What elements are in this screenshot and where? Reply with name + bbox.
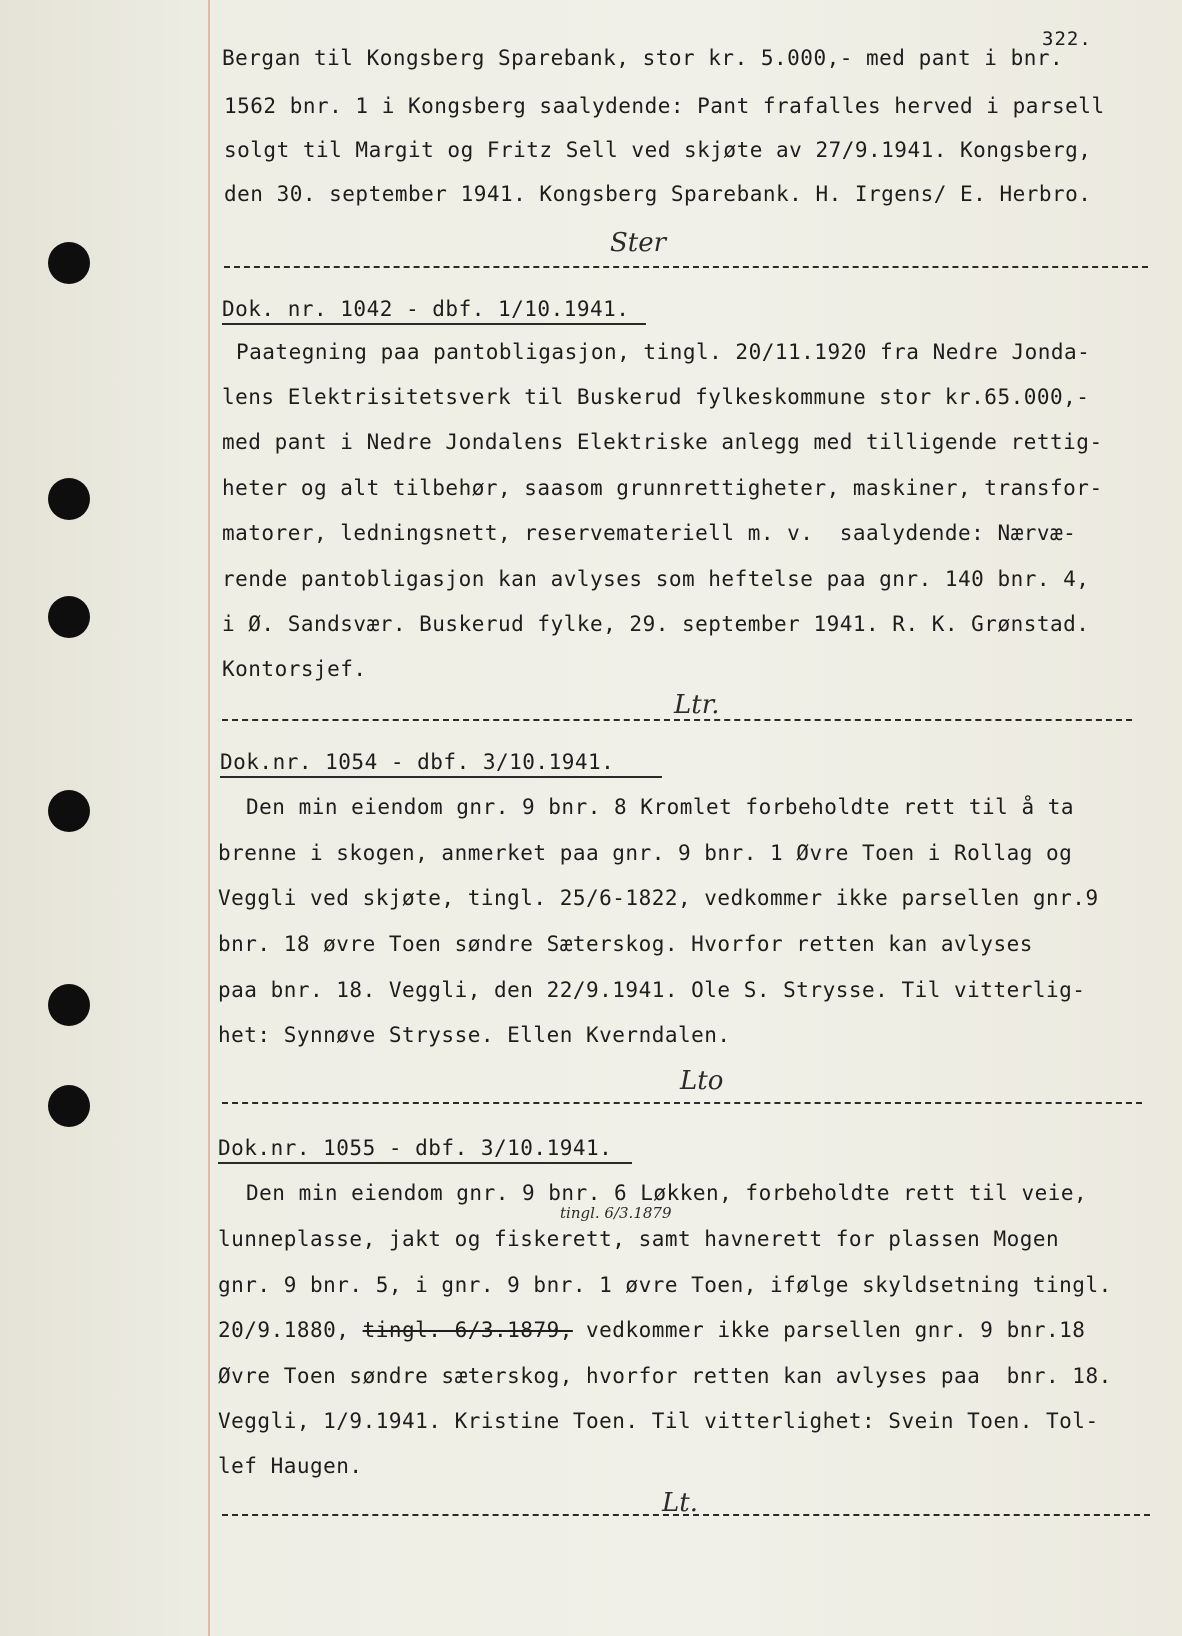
text-line <box>218 1320 1085 1341</box>
heading-underline <box>218 1162 632 1164</box>
document-heading: Dok.nr. 1055 - dbf. 3/10.1941. <box>218 1136 613 1160</box>
text-line: Paategning paa pantobligasjon, tingl. 20/11.1920 fra Nedre Jonda- <box>236 340 1091 364</box>
text-line: matorer, ledningsnett, reservemateriell m. v. saalydende: Nærvæ- <box>222 521 1077 545</box>
section-divider <box>222 1102 1142 1104</box>
handwritten-initials: Ster <box>610 228 667 258</box>
text-line: paa bnr. 18. Veggli, den 22/9.1941. Ole S. Strysse. Til vitterlig- <box>218 978 1086 1002</box>
text-line: bnr. 18 øvre Toen søndre Sæterskog. Hvorfor retten kan avlyses <box>218 932 1033 956</box>
text-line: brenne i skogen, anmerket paa gnr. 9 bnr. 1 Øvre Toen i Rollag og <box>218 841 1073 865</box>
punch-hole <box>48 1085 90 1127</box>
handwritten-annotation: tingl. 6/3.1879 <box>560 1204 672 1222</box>
punch-hole <box>48 790 90 832</box>
text-line: i Ø. Sandsvær. Buskerud fylke, 29. september 1941. R. K. Grønstad. <box>222 612 1090 636</box>
section-divider <box>224 266 1148 268</box>
section-divider <box>222 719 1132 721</box>
heading-underline <box>220 776 662 778</box>
punch-hole <box>48 478 90 520</box>
text-line: heter og alt tilbehør, saasom grunnrettigheter, maskiner, transfor- <box>222 476 1103 500</box>
text-line: med pant i Nedre Jondalens Elektriske anlegg med tilligende rettig- <box>222 430 1103 454</box>
text-line: Kontorsjef. <box>222 657 367 681</box>
text-line: den 30. september 1941. Kongsberg Sparebank. H. Irgens/ E. Herbro. <box>224 182 1092 206</box>
text-line: Bergan til Kongsberg Sparebank, stor kr. 5.000,- med pant i bnr. <box>222 46 1064 70</box>
handwritten-initials: Lto <box>680 1066 724 1096</box>
struck-text: tingl. 6/3.1879, <box>362 1318 573 1342</box>
heading-underline <box>222 323 646 325</box>
text-line: Den min eiendom gnr. 9 bnr. 8 Kromlet forbeholdte rett til å ta <box>246 795 1075 819</box>
text-line: het: Synnøve Strysse. Ellen Kverndalen. <box>218 1023 731 1047</box>
text-line: Veggli ved skjøte, tingl. 25/6-1822, vedkommer ikke parsellen gnr.9 <box>218 886 1099 910</box>
margin-line <box>208 0 210 1636</box>
text-line: solgt til Margit og Fritz Sell ved skjøte av 27/9.1941. Kongsberg, <box>224 138 1092 162</box>
text-segment: vedkommer ikke parsellen gnr. 9 bnr.18 <box>572 1318 1086 1342</box>
text-line: lens Elektrisitetsverk til Buskerud fylkeskommune stor kr.65.000,- <box>222 385 1090 409</box>
text-line: rende pantobligasjon kan avlyses som heftelse paa gnr. 140 bnr. 4, <box>222 567 1090 591</box>
handwritten-initials: Lt. <box>662 1488 698 1518</box>
punch-hole <box>48 984 90 1026</box>
text-line: lef Haugen. <box>218 1454 363 1478</box>
text-line: lunneplasse, jakt og fiskerett, samt havnerett for plassen Mogen <box>218 1227 1060 1251</box>
text-line: Øvre Toen søndre sæterskog, hvorfor retten kan avlyses paa bnr. 18. <box>218 1364 1112 1388</box>
document-heading: Dok.nr. 1054 - dbf. 3/10.1941. <box>220 750 615 774</box>
handwritten-initials: Ltr. <box>674 690 720 720</box>
document-heading: Dok. nr. 1042 - dbf. 1/10.1941. <box>222 297 630 321</box>
punch-hole <box>48 596 90 638</box>
text-segment: 20/9.1880, <box>218 1318 363 1342</box>
text-line: Den min eiendom gnr. 9 bnr. 6 Løkken, forbeholdte rett til veie, <box>246 1181 1088 1205</box>
section-divider <box>222 1514 1150 1516</box>
text-line: Veggli, 1/9.1941. Kristine Toen. Til vitterlighet: Svein Toen. Tol- <box>218 1409 1099 1433</box>
text-line: gnr. 9 bnr. 5, i gnr. 9 bnr. 1 øvre Toen, ifølge skyldsetning tingl. <box>218 1273 1112 1297</box>
page-number: 322. <box>1042 28 1092 50</box>
text-line: 1562 bnr. 1 i Kongsberg saalydende: Pant frafalles herved i parsell <box>224 94 1105 118</box>
punch-hole <box>48 242 90 284</box>
